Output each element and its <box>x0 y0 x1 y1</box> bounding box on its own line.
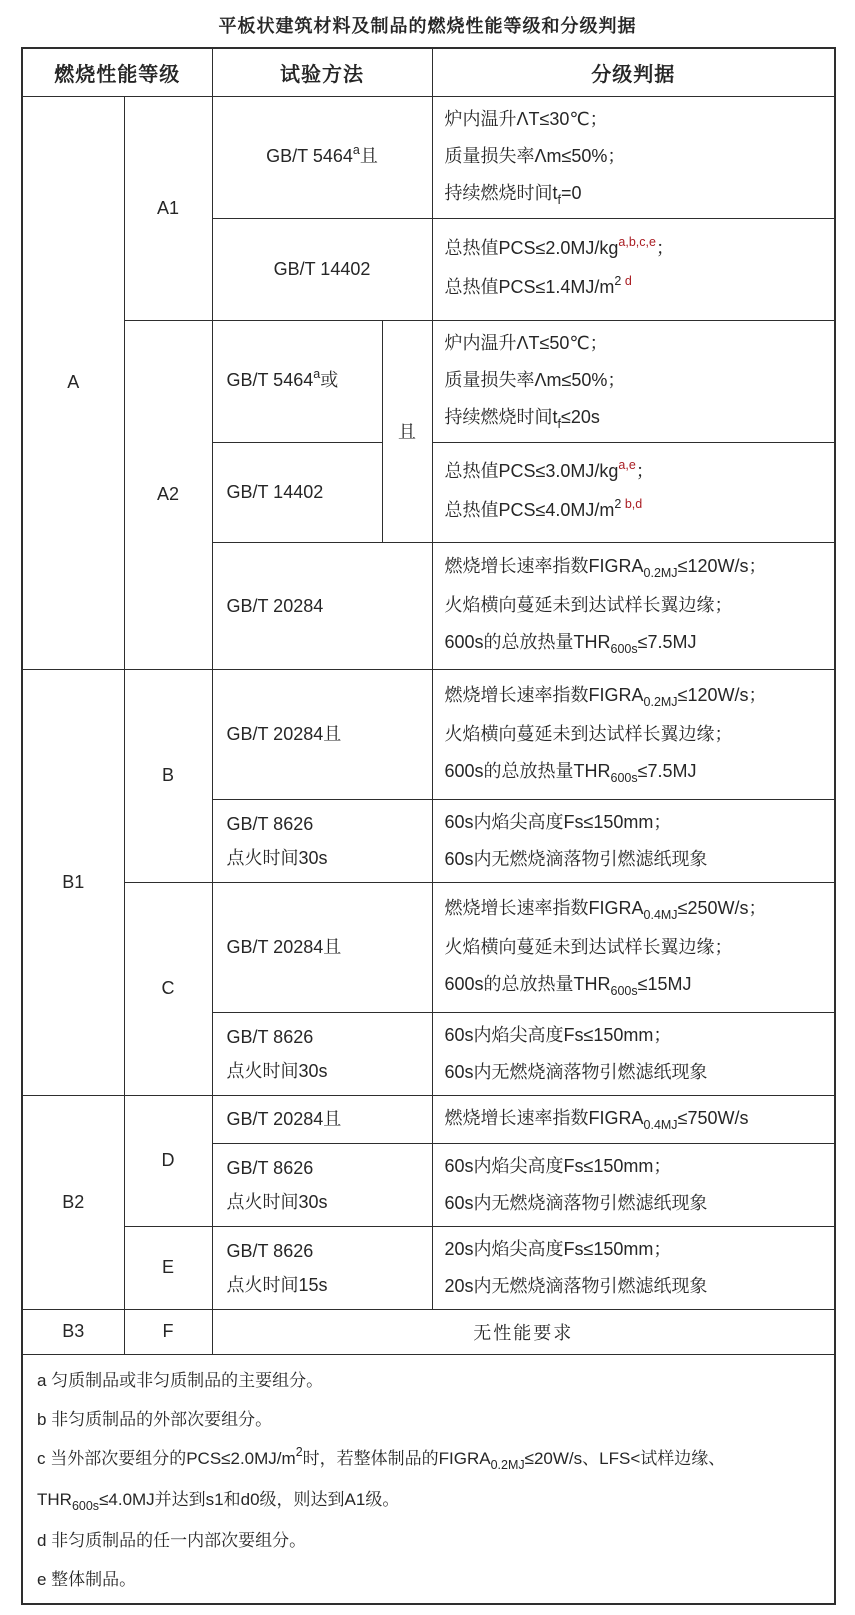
cell-and-operator: 且 <box>382 320 432 542</box>
cell-criteria-c-8626: 60s内焰尖高度Fs≤150mm； 60s内无燃烧滴落物引燃滤纸现象 <box>432 1012 835 1095</box>
cell-method-a2-14402: GB/T 14402 <box>212 442 382 542</box>
cell-grade-B3: B3 <box>22 1309 124 1354</box>
cell-grade-A1: A1 <box>124 96 212 320</box>
row-c-20284 <box>22 882 835 1012</box>
header-row <box>22 48 835 96</box>
header-criteria: 分级判据 <box>432 48 835 96</box>
classification-table <box>21 47 836 1605</box>
cell-method-e-8626: GB/T 8626 点火时间15s <box>212 1226 432 1309</box>
cell-method-a2-20284: GB/T 20284 <box>212 542 432 669</box>
cell-method-c-8626: GB/T 8626 点火时间30s <box>212 1012 432 1095</box>
cell-method-b-20284: GB/T 20284且 <box>212 669 432 799</box>
cell-no-requirement: 无性能要求 <box>212 1309 835 1354</box>
cell-criteria-a2-5464: 炉内温升ΛT≤50℃； 质量损失率Λm≤50%； 持续燃烧时间$t_f\le 20s$ <box>432 320 835 442</box>
header-grade: 燃烧性能等级 <box>22 48 212 96</box>
cell-method-a1-14402: GB/T 14402 <box>212 218 432 320</box>
cell-method-c-20284: GB/T 20284且 <box>212 882 432 1012</box>
cell-method-d-20284: GB/T 20284且 <box>212 1095 432 1143</box>
cell-grade-F: F <box>124 1309 212 1354</box>
cell-grade-D: D <box>124 1095 212 1226</box>
footnotes-block: a 匀质制品或非匀质制品的主要组分。 b 非匀质制品的外部次要组分。 c 当外部次要组分的$PCS\le 2.0MJ/m^2$时，若整体制品的$FIGRA_{0.2MJ}\le 20W/s$、LFS<试样边缘、$THR_{600s}\le 4.0MJ$并达到s1和d0级，则达到A1级。 d 非匀质制品的任一内部次要组分。 e 整体制品。 <box>22 1354 835 1604</box>
cell-grade-E: E <box>124 1226 212 1309</box>
cell-method-d-8626: GB/T 8626 点火时间30s <box>212 1143 432 1226</box>
cell-method-a1-5464: GB/T 5464$^a$且 <box>212 96 432 218</box>
cell-criteria-e-8626: 20s内焰尖高度Fs≤150mm； 20s内无燃烧滴落物引燃滤纸现象 <box>432 1226 835 1309</box>
row-d-20284 <box>22 1095 835 1143</box>
cell-grade-C: C <box>124 882 212 1095</box>
cell-criteria-a2-20284: 燃烧增长速率指数$FIGRA_{0.2MJ}\le 120W/s$； 火焰横向蔓延未到达试样长翼边缘； 600s的总放热量$THR_{600s}\le 7.5MJ$ <box>432 542 835 669</box>
cell-criteria-c-20284: 燃烧增长速率指数$FIGRA_{0.4MJ}\le 250W/s$； 火焰横向蔓延未到达试样长翼边缘； 600s的总放热量$THR_{600s}\le 15MJ$ <box>432 882 835 1012</box>
cell-method-a2-5464: GB/T 5464$^a$或 <box>212 320 382 442</box>
table-title: 平板状建筑材料及制品的燃烧性能等级和分级判据 <box>218 16 637 36</box>
row-b-20284 <box>22 669 835 799</box>
row-b3-f <box>22 1309 835 1354</box>
row-a2-5464 <box>22 320 835 442</box>
row-a1-5464 <box>22 96 835 218</box>
cell-criteria-b-8626: 60s内焰尖高度Fs≤150mm； 60s内无燃烧滴落物引燃滤纸现象 <box>432 799 835 882</box>
cell-criteria-d-20284: 燃烧增长速率指数$FIGRA_{0.4MJ}\le 750W/s$ <box>432 1095 835 1143</box>
cell-grade-A: A <box>22 96 124 669</box>
cell-criteria-a1-14402: 总热值PCS≤2.0MJ/kg$^{a,b,c,e}$； 总热值$PCS\le 1.4MJ/m^2$ $^d$ <box>432 218 835 320</box>
cell-grade-B: B <box>124 669 212 882</box>
cell-method-b-8626: GB/T 8626 点火时间30s <box>212 799 432 882</box>
cell-criteria-b-20284: 燃烧增长速率指数$FIGRA_{0.2MJ}\le 120W/s$； 火焰横向蔓延未到达试样长翼边缘； 600s的总放热量$THR_{600s}\le 7.5MJ$ <box>432 669 835 799</box>
header-method: 试验方法 <box>212 48 432 96</box>
cell-grade-A2: A2 <box>124 320 212 669</box>
cell-criteria-a2-14402: 总热值PCS≤3.0MJ/kg$^{a,e}$； 总热值$PCS\le 4.0MJ/m^2$ $^{b,d}$ <box>432 442 835 542</box>
cell-grade-B1: B1 <box>22 669 124 1095</box>
cell-criteria-a1-5464: 炉内温升ΛT≤30℃； 质量损失率Λm≤50%； 持续燃烧时间$t_f=0$ <box>432 96 835 218</box>
cell-criteria-d-8626: 60s内焰尖高度Fs≤150mm； 60s内无燃烧滴落物引燃滤纸现象 <box>432 1143 835 1226</box>
cell-grade-B2: B2 <box>22 1095 124 1309</box>
row-footnotes <box>22 1354 835 1604</box>
row-e-8626 <box>22 1226 835 1309</box>
